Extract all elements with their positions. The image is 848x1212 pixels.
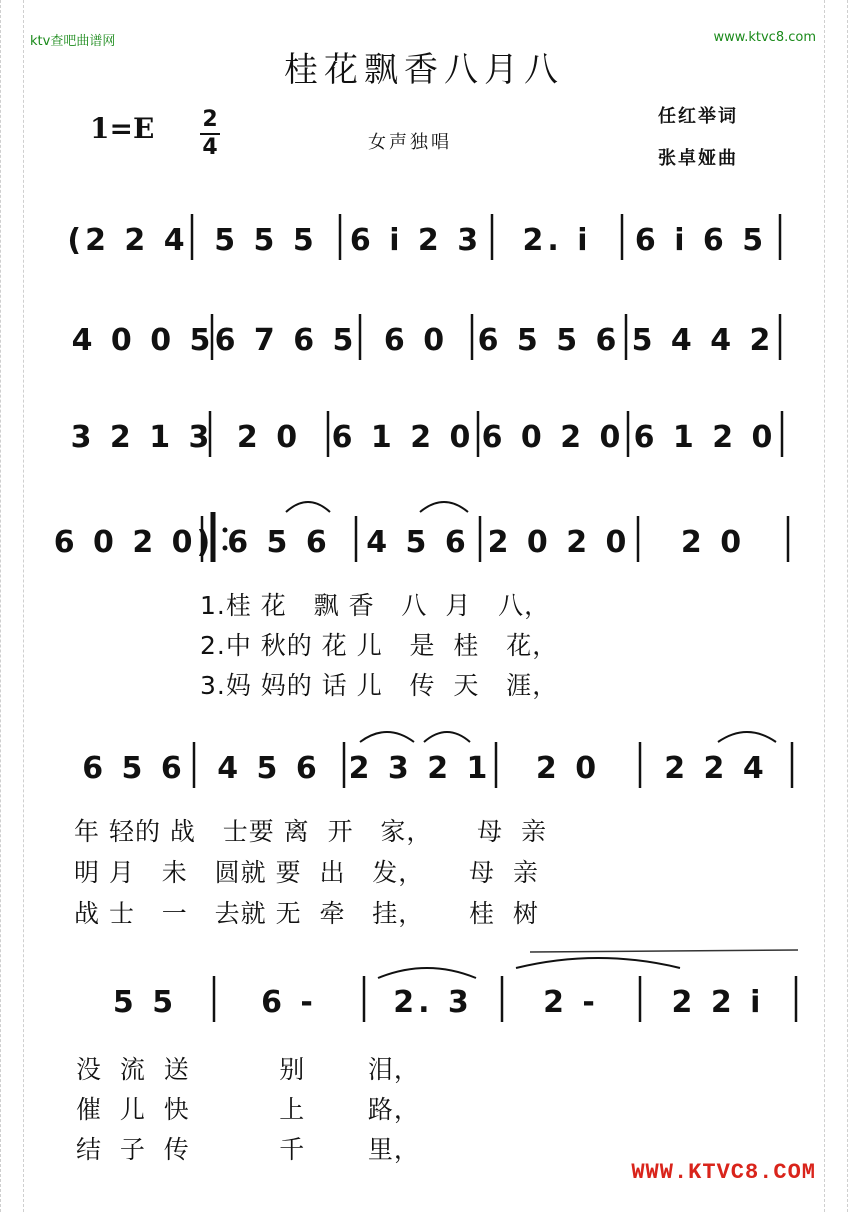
composer-credit: 张卓娅曲 [658,148,738,169]
performance-type: 女声独唱 [368,132,452,153]
slur [360,732,414,742]
time-signature-top: 2 [202,107,218,132]
tie-line [530,950,798,952]
score-bar-text: 5 5 [112,985,178,1020]
lyric-line-3-1: 没 流 送 别 泪， [76,1055,420,1084]
repeat-dot [223,546,228,551]
score-bar-text: 5 4 4 2 [631,323,775,358]
score-bar-text: 6 0 2 0) [53,525,215,560]
score-bar-text: 2 2 4 [664,751,768,786]
score-bar-text: 6 0 [383,323,449,358]
score-bar-text: 6 5 5 6 [477,323,621,358]
score-bar-text: 2 0 [680,525,746,560]
score-bar-text: 6 7 6 5 [214,323,358,358]
score-bar-text: 6 - [261,985,317,1020]
score-bar-text: 2 - [543,985,599,1020]
slur [718,732,776,742]
score-bar-text: 6 0 2 0 [481,420,625,455]
lyric-line-2-2: 明 月 未 圆就 要 出 发， 母 亲 [74,858,539,887]
lyric-line-1-1: 1.桂 花 飘 香 八 月 八， [200,591,551,620]
slur [424,732,470,742]
score-bar-text: 6 i 6 5 [634,223,768,258]
lyric-line-2-3: 战 士 一 去就 无 牵 挂， 桂 树 [74,899,539,928]
slur [286,502,330,512]
score-bar-text: 4 5 6 [366,525,470,560]
slur [378,968,476,978]
score-bar-text: 6 i 2 3 [349,223,483,258]
score-bar-text: 5 5 5 [214,223,318,258]
score-bar-text: 6 5 6 [227,525,331,560]
lyric-line-3-2: 催 儿 快 上 路， [76,1095,420,1124]
lyric-line-1-2: 2.中 秋的 花 儿 是 桂 花， [200,631,559,660]
score-bar-text: 2 2 i [671,985,765,1020]
score-bar-text: 2 3 2 1 [348,751,492,786]
score-bar-text: 2. i [522,223,592,258]
score-bar-text: (2 2 4 [67,223,189,258]
time-signature-bottom: 4 [202,135,218,160]
score-bar-text: 4 0 0 5 [71,323,215,358]
score-bar-text: 2 0 2 0 [487,525,631,560]
score-bar-text: 6 1 2 0 [331,420,475,455]
key-signature: 1=E [90,112,155,145]
watermark-left: ktv查吧曲谱网 [30,34,116,49]
score-bar-text: 6 1 2 0 [633,420,777,455]
lyricist-credit: 任红举词 [658,106,738,127]
watermark-right: www.ktvc8.com [713,30,816,45]
lyric-line-2-1: 年 轻的 战 士要 离 开 家， 母 亲 [74,817,548,846]
score-bar-text: 2. 3 [393,985,473,1020]
slur [420,502,468,512]
score-bar-text: 6 5 6 [82,751,186,786]
bottom-site-logo: WWW.KTVC8.COM [631,1160,816,1185]
lyric-line-1-3: 3.妈 妈的 话 儿 传 天 涯， [200,671,559,700]
score-bar-text: 4 5 6 [217,751,321,786]
score-bar-text: 2 0 [535,751,601,786]
lyric-line-3-3: 结 子 传 千 里， [76,1135,420,1164]
score-bar-text: 2 0 [236,420,302,455]
score-bar-text: 3 2 1 3 [70,420,214,455]
repeat-dot [223,528,228,533]
song-title: 桂花飘香八月八 [284,50,564,90]
slur [516,958,680,968]
